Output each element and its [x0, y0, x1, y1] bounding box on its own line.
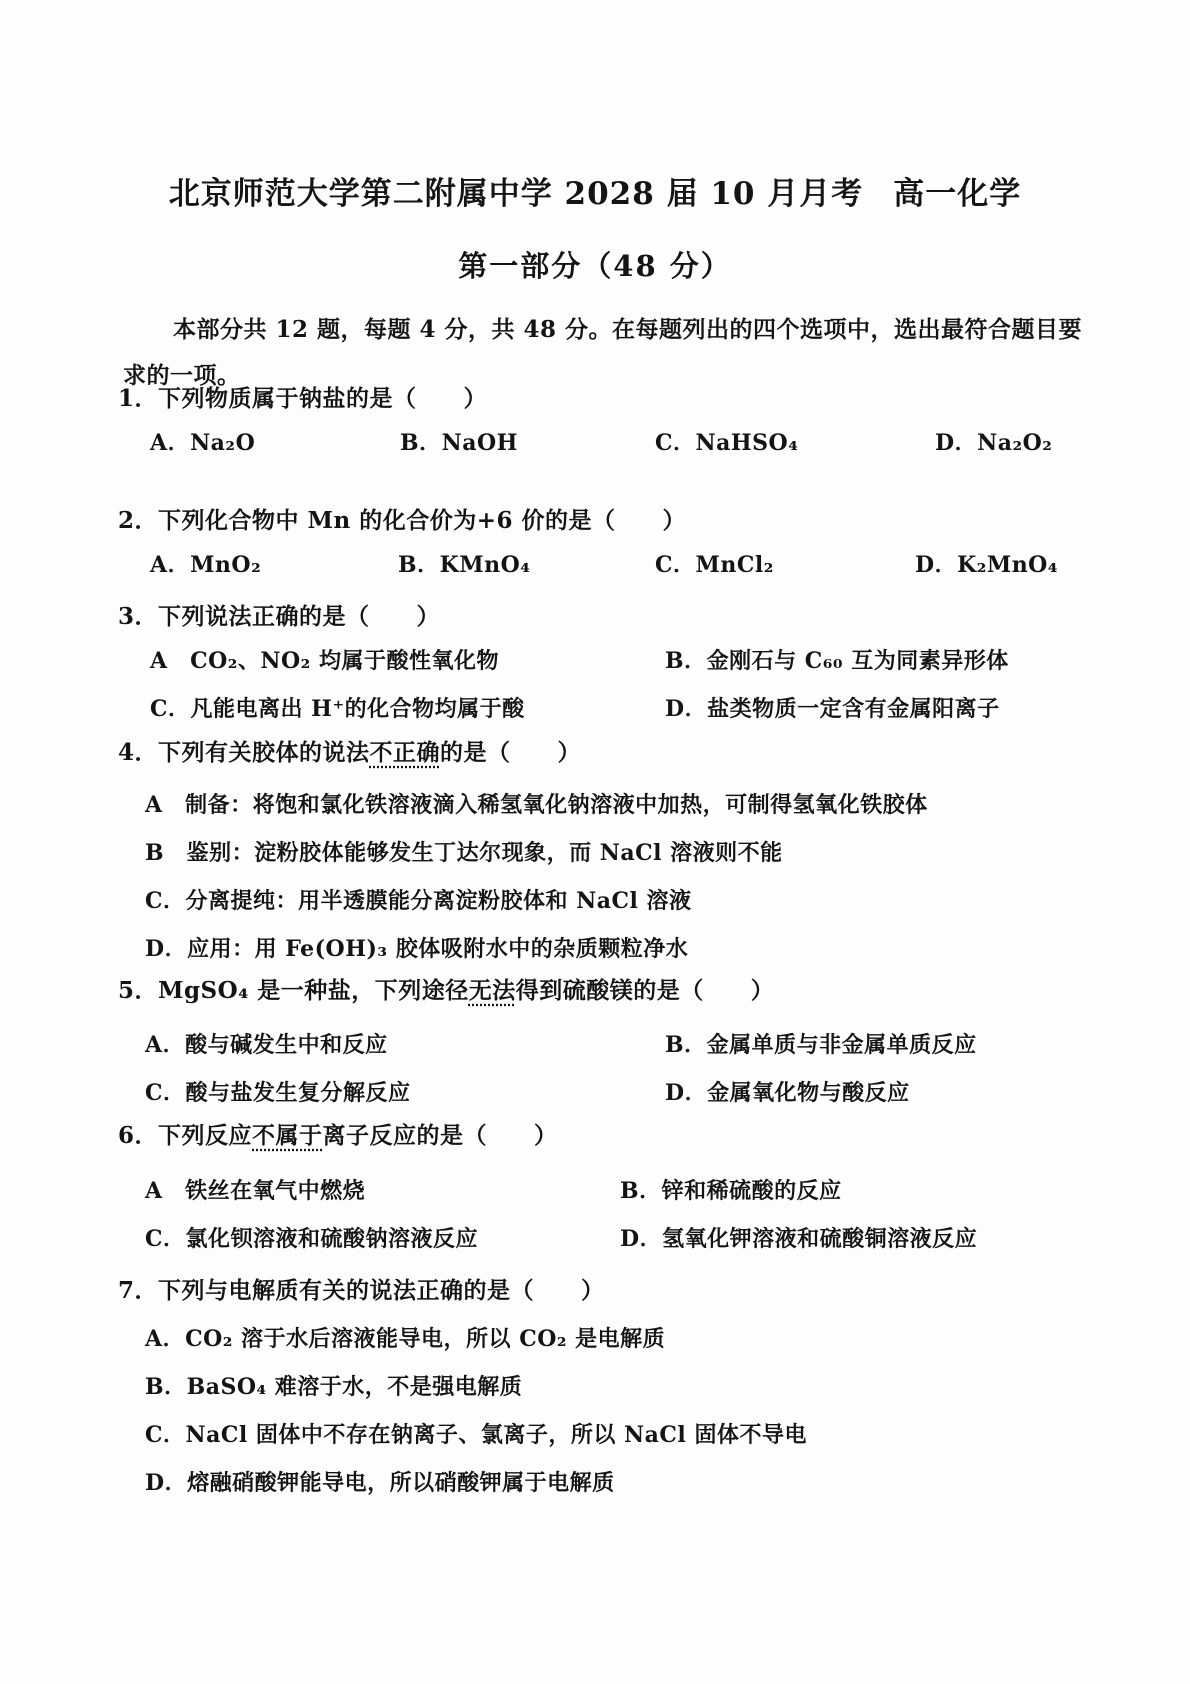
question-3-option-b: B．金刚石与 C₆₀ 互为同素异形体 [665, 648, 1009, 674]
question-5-option-a: A．酸与碱发生中和反应 [145, 1032, 388, 1058]
question-4-stem-start: 4．下列有关胶体的说法 [118, 739, 370, 766]
question-6-stem [118, 1117, 558, 1150]
question-5-stem [118, 972, 774, 1005]
question-6-option-d: D．氢氧化钾溶液和硫酸铜溶液反应 [620, 1226, 978, 1252]
question-1-option-d: D．Na₂O₂ [935, 430, 1053, 456]
question-6-option-a: A 铁丝在氧气中燃烧 [145, 1178, 366, 1204]
question-5-stem-end: 得到硫酸镁的是（ ） [515, 977, 775, 1004]
question-6-stem-end: 离子反应的是（ ） [322, 1122, 558, 1149]
question-1-stem: 1．下列物质属于钠盐的是（ ） [118, 385, 488, 412]
exam-title [0, 168, 1190, 213]
exam-title-subject: 高一化学 [893, 176, 1022, 212]
question-7-stem: 7．下列与电解质有关的说法正确的是（ ） [118, 1277, 605, 1304]
question-4-stem [118, 734, 581, 767]
question-4-stem-emphasis: 不正确 [369, 739, 441, 766]
question-5-stem-start: 5．MgSO₄ 是一种盐，下列途径 [118, 977, 469, 1004]
question-2-stem: 2．下列化合物中 Mn 的化合价为+6 价的是（ ） [118, 507, 686, 534]
question-7-option-a: A．CO₂ 溶于水后溶液能导电，所以 CO₂ 是电解质 [145, 1326, 666, 1352]
question-2-option-a: A．MnO₂ [150, 552, 262, 578]
question-5-stem-emphasis: 无法 [468, 977, 516, 1004]
question-4-option-d: D．应用：用 Fe(OH)₃ 胶体吸附水中的杂质颗粒净水 [145, 936, 689, 962]
question-2-option-b: B．KMnO₄ [398, 552, 531, 578]
question-7-option-d: D．熔融硝酸钾能导电，所以硝酸钾属于电解质 [145, 1470, 615, 1496]
question-4-option-b: B 鉴别：淀粉胶体能够发生丁达尔现象，而 NaCl 溶液则不能 [145, 840, 783, 866]
question-5-option-d: D．金属氧化物与酸反应 [665, 1080, 910, 1106]
question-3-option-d: D．盐类物质一定含有金属阳离子 [665, 696, 1000, 722]
section-title: 第一部分（48 分） [458, 249, 732, 283]
question-3-stem: 3．下列说法正确的是（ ） [118, 603, 441, 630]
question-6-option-b: B．锌和稀硫酸的反应 [620, 1178, 842, 1204]
question-6-option-c: C．氯化钡溶液和硫酸钠溶液反应 [145, 1226, 479, 1252]
question-3-option-c: C．凡能电离出 H⁺的化合物均属于酸 [150, 696, 525, 722]
question-4-option-c: C．分离提纯：用半透膜能分离淀粉胶体和 NaCl 溶液 [145, 888, 692, 914]
question-3-option-a: A CO₂、NO₂ 均属于酸性氧化物 [150, 648, 499, 674]
question-2-option-d: D．K₂MnO₄ [915, 552, 1058, 578]
question-7-option-c: C．NaCl 固体中不存在钠离子、氯离子，所以 NaCl 固体不导电 [145, 1422, 807, 1448]
question-4-option-a: A 制备：将饱和氯化铁溶液滴入稀氢氧化钠溶液中加热，可制得氢氧化铁胶体 [145, 792, 928, 818]
question-1-option-a: A．Na₂O [150, 430, 256, 456]
question-2-option-c: C．MnCl₂ [655, 552, 774, 578]
question-6-stem-start: 6．下列反应 [118, 1122, 253, 1149]
question-1-option-c: C．NaHSO₄ [655, 430, 799, 456]
question-1-option-b: B．NaOH [400, 430, 518, 456]
section-instructions: 本部分共 12 题，每题 4 分，共 48 分。在每题列出的四个选项中，选出最符合题目要求的一项。 [123, 316, 1083, 389]
question-6-stem-emphasis: 不属于 [252, 1122, 323, 1149]
question-5-option-c: C．酸与盐发生复分解反应 [145, 1080, 411, 1106]
question-7-option-b: B．BaSO₄ 难溶于水，不是强电解质 [145, 1374, 523, 1400]
question-4-stem-end: 的是（ ） [440, 739, 582, 766]
exam-title-main: 北京师范大学第二附属中学 2028 届 10 月月考 [168, 176, 864, 212]
question-5-option-b: B．金属单质与非金属单质反应 [665, 1032, 977, 1058]
